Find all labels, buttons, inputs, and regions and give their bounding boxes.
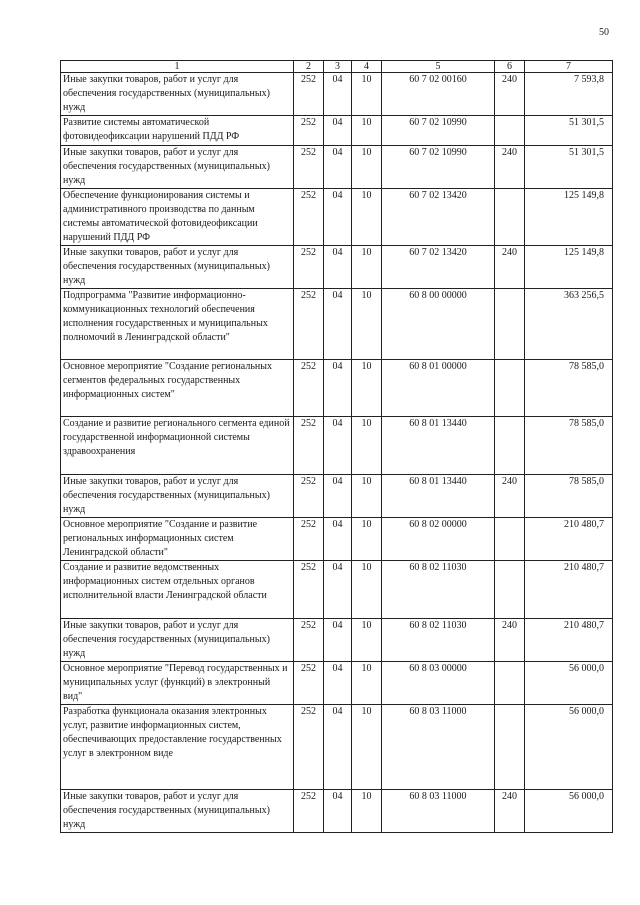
row-target-article: 60 8 03 11000 xyxy=(382,705,495,790)
row-target-article: 60 8 01 00000 xyxy=(382,360,495,417)
row-description: Основное мероприятие "Создание региональных сегментов федеральных государственных информационных систем" xyxy=(61,360,294,417)
row-expense-type: 240 xyxy=(495,790,525,833)
row-subsection: 10 xyxy=(352,116,382,146)
row-description: Создание и развитие ведомственных информационных систем отдельных органов исполнительной власти Ленинградской области xyxy=(61,561,294,619)
row-amount: 51 301,5 xyxy=(525,146,613,189)
row-expense-type: 240 xyxy=(495,146,525,189)
row-admin-code: 252 xyxy=(294,289,324,360)
row-subsection: 10 xyxy=(352,561,382,619)
table-row xyxy=(61,619,613,662)
row-admin-code: 252 xyxy=(294,360,324,417)
row-target-article: 60 8 02 00000 xyxy=(382,518,495,561)
row-section: 04 xyxy=(324,475,352,518)
row-description: Основное мероприятие "Перевод государственных и муниципальных услуг (функций) в электронный вид" xyxy=(61,662,294,705)
row-target-article: 60 8 02 11030 xyxy=(382,561,495,619)
row-section: 04 xyxy=(324,360,352,417)
table-row xyxy=(61,662,613,705)
row-description: Иные закупки товаров, работ и услуг для обеспечения государственных (муниципальных) нужд xyxy=(61,146,294,189)
row-section: 04 xyxy=(324,146,352,189)
row-section: 04 xyxy=(324,73,352,116)
row-section: 04 xyxy=(324,246,352,289)
row-section: 04 xyxy=(324,116,352,146)
row-description: Иные закупки товаров, работ и услуг для обеспечения государственных (муниципальных) нужд xyxy=(61,475,294,518)
row-section: 04 xyxy=(324,619,352,662)
row-admin-code: 252 xyxy=(294,475,324,518)
row-amount: 78 585,0 xyxy=(525,475,613,518)
row-target-article: 60 7 02 00160 xyxy=(382,73,495,116)
row-amount: 363 256,5 xyxy=(525,289,613,360)
table-row xyxy=(61,475,613,518)
row-expense-type xyxy=(495,518,525,561)
row-section: 04 xyxy=(324,561,352,619)
table-row xyxy=(61,561,613,619)
row-description: Иные закупки товаров, работ и услуг для обеспечения государственных (муниципальных) нужд xyxy=(61,246,294,289)
table-row xyxy=(61,289,613,360)
row-expense-type: 240 xyxy=(495,73,525,116)
row-expense-type xyxy=(495,417,525,475)
row-description: Разработка функционала оказания электронных услуг, развитие информационных систем, обеспечивающих предоставление государственных услуг в электронном виде xyxy=(61,705,294,790)
row-description: Иные закупки товаров, работ и услуг для обеспечения государственных (муниципальных) нужд xyxy=(61,619,294,662)
row-section: 04 xyxy=(324,705,352,790)
table-row xyxy=(61,189,613,246)
row-target-article: 60 7 02 13420 xyxy=(382,246,495,289)
row-expense-type xyxy=(495,289,525,360)
row-amount: 210 480,7 xyxy=(525,619,613,662)
row-admin-code: 252 xyxy=(294,790,324,833)
row-target-article: 60 8 03 11000 xyxy=(382,790,495,833)
row-description: Развитие системы автоматической фотовидеофиксации нарушений ПДД РФ xyxy=(61,116,294,146)
row-admin-code: 252 xyxy=(294,146,324,189)
column-header: 6 xyxy=(495,61,525,73)
row-expense-type xyxy=(495,116,525,146)
row-subsection: 10 xyxy=(352,705,382,790)
row-expense-type xyxy=(495,189,525,246)
row-section: 04 xyxy=(324,518,352,561)
row-description: Иные закупки товаров, работ и услуг для обеспечения государственных (муниципальных) нужд xyxy=(61,790,294,833)
row-admin-code: 252 xyxy=(294,246,324,289)
budget-table xyxy=(60,60,613,833)
row-amount: 51 301,5 xyxy=(525,116,613,146)
row-amount: 78 585,0 xyxy=(525,360,613,417)
row-section: 04 xyxy=(324,417,352,475)
column-header: 3 xyxy=(324,61,352,73)
row-subsection: 10 xyxy=(352,146,382,189)
row-description: Основное мероприятие "Создание и развитие региональных информационных систем Ленинградской области" xyxy=(61,518,294,561)
row-expense-type xyxy=(495,561,525,619)
row-subsection: 10 xyxy=(352,662,382,705)
row-subsection: 10 xyxy=(352,790,382,833)
row-subsection: 10 xyxy=(352,417,382,475)
row-expense-type xyxy=(495,662,525,705)
table-row xyxy=(61,360,613,417)
row-subsection: 10 xyxy=(352,619,382,662)
row-admin-code: 252 xyxy=(294,189,324,246)
row-target-article: 60 8 03 00000 xyxy=(382,662,495,705)
table-row xyxy=(61,417,613,475)
row-section: 04 xyxy=(324,189,352,246)
row-amount: 56 000,0 xyxy=(525,705,613,790)
row-target-article: 60 8 02 11030 xyxy=(382,619,495,662)
column-header: 7 xyxy=(525,61,613,73)
row-admin-code: 252 xyxy=(294,116,324,146)
row-expense-type: 240 xyxy=(495,619,525,662)
row-amount: 125 149,8 xyxy=(525,189,613,246)
table-row xyxy=(61,73,613,116)
row-subsection: 10 xyxy=(352,475,382,518)
row-subsection: 10 xyxy=(352,246,382,289)
row-amount: 78 585,0 xyxy=(525,417,613,475)
row-admin-code: 252 xyxy=(294,73,324,116)
row-section: 04 xyxy=(324,289,352,360)
row-subsection: 10 xyxy=(352,360,382,417)
column-header: 1 xyxy=(61,61,294,73)
row-description: Подпрограмма "Развитие информационно-коммуникационных технологий обеспечения исполнения государственных и муниципальных полномочий в Ленинградской области" xyxy=(61,289,294,360)
row-admin-code: 252 xyxy=(294,619,324,662)
row-target-article: 60 8 01 13440 xyxy=(382,417,495,475)
row-admin-code: 252 xyxy=(294,518,324,561)
row-expense-type: 240 xyxy=(495,246,525,289)
row-subsection: 10 xyxy=(352,189,382,246)
row-description: Иные закупки товаров, работ и услуг для обеспечения государственных (муниципальных) нужд xyxy=(61,73,294,116)
row-amount: 56 000,0 xyxy=(525,662,613,705)
table-row xyxy=(61,705,613,790)
row-amount: 125 149,8 xyxy=(525,246,613,289)
row-subsection: 10 xyxy=(352,518,382,561)
column-header: 2 xyxy=(294,61,324,73)
row-amount: 56 000,0 xyxy=(525,790,613,833)
row-target-article: 60 7 02 13420 xyxy=(382,189,495,246)
row-subsection: 10 xyxy=(352,289,382,360)
row-section: 04 xyxy=(324,790,352,833)
row-admin-code: 252 xyxy=(294,705,324,790)
table-row xyxy=(61,116,613,146)
page-number: 50 xyxy=(599,27,609,38)
row-description: Обеспечение функционирования системы и административного производства по данным системы автоматической фотовидеофиксации нарушений ПДД РФ xyxy=(61,189,294,246)
row-target-article: 60 7 02 10990 xyxy=(382,146,495,189)
column-header: 5 xyxy=(382,61,495,73)
row-amount: 210 480,7 xyxy=(525,561,613,619)
table-row xyxy=(61,146,613,189)
row-expense-type xyxy=(495,705,525,790)
row-admin-code: 252 xyxy=(294,561,324,619)
row-amount: 210 480,7 xyxy=(525,518,613,561)
row-expense-type xyxy=(495,360,525,417)
table-row xyxy=(61,790,613,833)
row-amount: 7 593,8 xyxy=(525,73,613,116)
row-admin-code: 252 xyxy=(294,662,324,705)
row-target-article: 60 8 00 00000 xyxy=(382,289,495,360)
row-section: 04 xyxy=(324,662,352,705)
row-subsection: 10 xyxy=(352,73,382,116)
row-admin-code: 252 xyxy=(294,417,324,475)
table-row xyxy=(61,246,613,289)
row-expense-type: 240 xyxy=(495,475,525,518)
column-header: 4 xyxy=(352,61,382,73)
row-target-article: 60 8 01 13440 xyxy=(382,475,495,518)
row-description: Создание и развитие регионального сегмента единой государственной информационной системы здравоохранения xyxy=(61,417,294,475)
row-target-article: 60 7 02 10990 xyxy=(382,116,495,146)
table-row xyxy=(61,518,613,561)
column-number-row xyxy=(61,61,613,73)
